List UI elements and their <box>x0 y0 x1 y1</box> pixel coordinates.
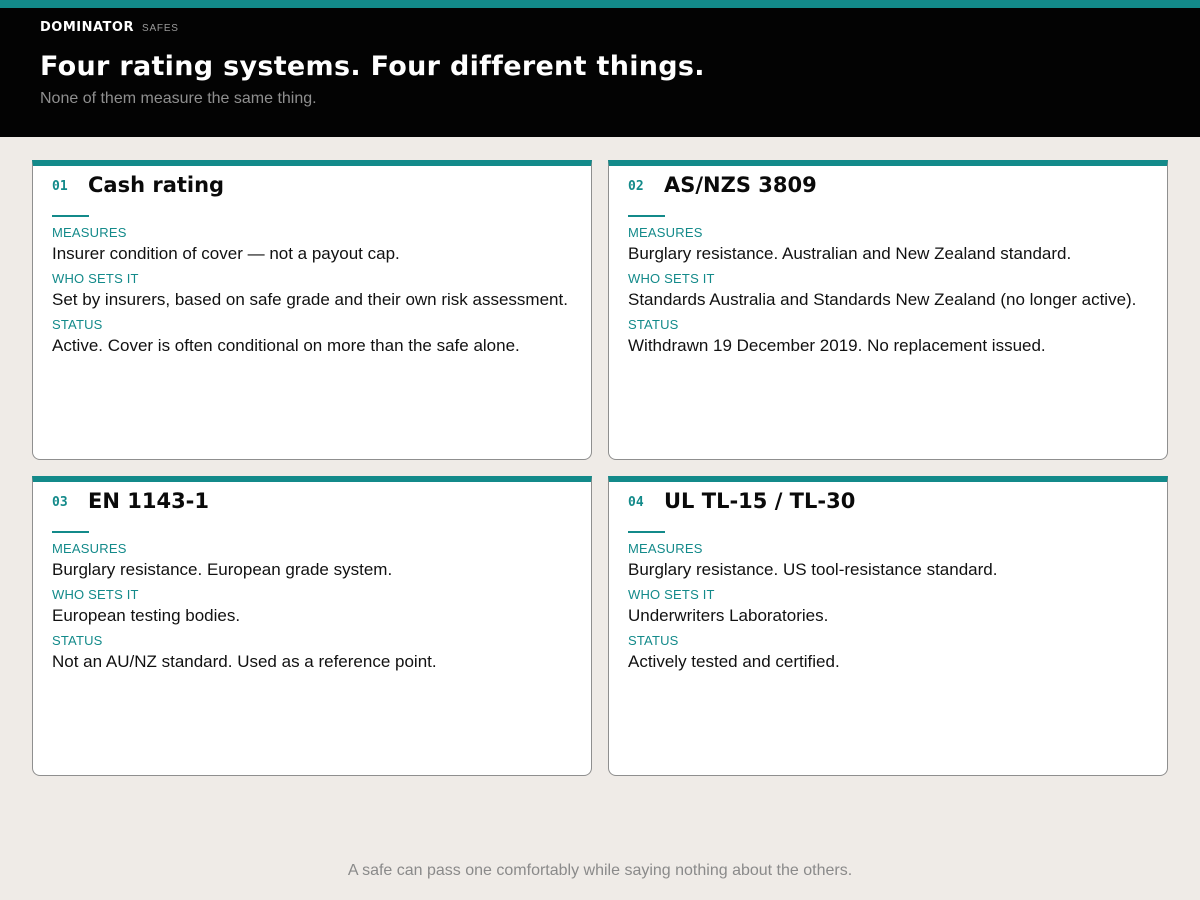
card-divider <box>52 531 89 533</box>
brand-sub: SAFES <box>141 23 179 34</box>
measures-value: Burglary resistance. European grade system. <box>52 560 393 579</box>
status-label: STATUS <box>52 633 103 648</box>
brand-name: DOMINATOR <box>40 20 134 35</box>
measures-value: Insurer condition of cover — not a payout cap. <box>52 244 400 263</box>
measures-label: MEASURES <box>628 225 703 240</box>
status-label: STATUS <box>628 317 679 332</box>
card-number: 04 <box>628 495 644 510</box>
card-divider <box>628 531 665 533</box>
page-title: Four rating systems. Four different things. <box>40 51 705 82</box>
rating-card-ul-tl <box>608 476 1168 776</box>
card-number: 03 <box>52 495 68 510</box>
who-sets-it-value: Standards Australia and Standards New Zealand (no longer active). <box>628 290 1137 309</box>
who-sets-it-label: WHO SETS IT <box>628 587 715 602</box>
card-number: 01 <box>52 179 68 194</box>
card-title: Cash rating <box>88 173 225 197</box>
status-value: Active. Cover is often conditional on more than the safe alone. <box>52 336 520 355</box>
brand-logo <box>40 20 179 35</box>
accent-stripe <box>0 0 1200 8</box>
card-title: AS/NZS 3809 <box>664 173 817 197</box>
card-divider <box>628 215 665 217</box>
measures-label: MEASURES <box>52 225 127 240</box>
who-sets-it-label: WHO SETS IT <box>52 271 139 286</box>
measures-label: MEASURES <box>628 541 703 556</box>
who-sets-it-value: Set by insurers, based on safe grade and their own risk assessment. <box>52 290 568 309</box>
card-number: 02 <box>628 179 644 194</box>
status-value: Withdrawn 19 December 2019. No replacement issued. <box>628 336 1046 355</box>
measures-value: Burglary resistance. Australian and New Zealand standard. <box>628 244 1072 263</box>
who-sets-it-label: WHO SETS IT <box>52 587 139 602</box>
status-value: Actively tested and certified. <box>628 652 840 671</box>
rating-card-en-1143-1 <box>32 476 592 776</box>
card-title: EN 1143-1 <box>88 489 210 513</box>
footer-note: A safe can pass one comfortably while saying nothing about the others. <box>347 862 853 879</box>
measures-label: MEASURES <box>52 541 127 556</box>
who-sets-it-label: WHO SETS IT <box>628 271 715 286</box>
status-value: Not an AU/NZ standard. Used as a reference point. <box>52 652 437 671</box>
page-subtitle: None of them measure the same thing. <box>40 90 317 107</box>
status-label: STATUS <box>52 317 103 332</box>
measures-value: Burglary resistance. US tool-resistance standard. <box>628 560 998 579</box>
card-divider <box>52 215 89 217</box>
status-label: STATUS <box>628 633 679 648</box>
who-sets-it-value: Underwriters Laboratories. <box>628 606 829 625</box>
rating-card-cash <box>32 160 592 460</box>
who-sets-it-value: European testing bodies. <box>52 606 241 625</box>
rating-card-asnzs-3809 <box>608 160 1168 460</box>
page-header <box>0 8 1200 137</box>
card-title: UL TL-15 / TL-30 <box>664 489 856 513</box>
